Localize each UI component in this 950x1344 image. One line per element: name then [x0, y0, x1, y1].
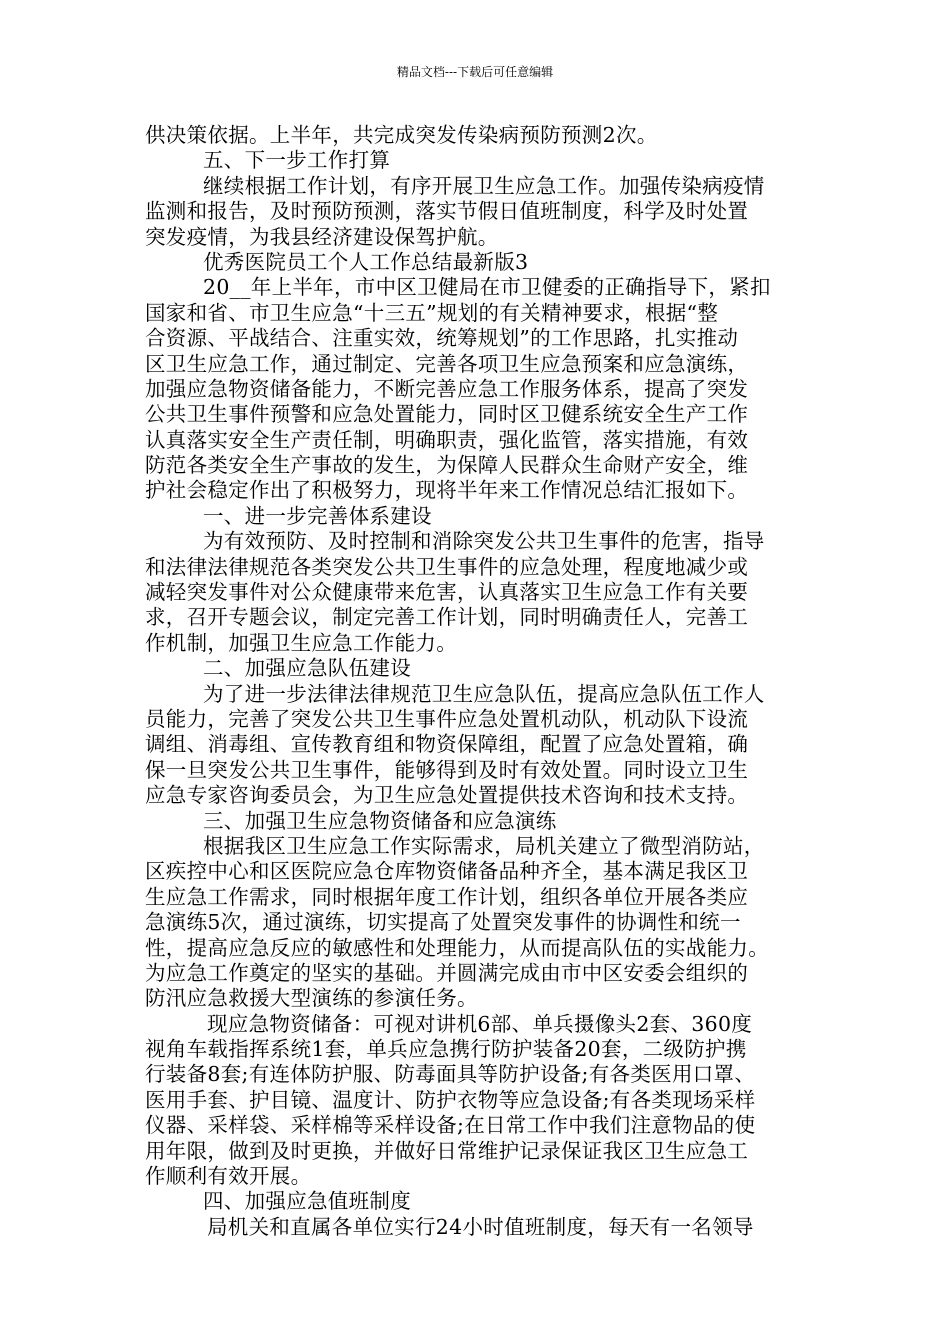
- text-line: 优秀医院员工个人工作总结最新版3: [203, 249, 529, 274]
- text-line: 减轻突发事件对公众健康带来危害，认真落实卫生应急工作有关要: [145, 580, 749, 605]
- text-line: 四、加强应急值班制度: [203, 1189, 411, 1214]
- text-line: 保一旦突发公共卫生事件，能够得到及时有效处置。同时设立卫生: [145, 757, 749, 782]
- text-line: 一、进一步完善体系建设: [203, 503, 432, 528]
- text-line: 二、加强应急队伍建设: [203, 656, 411, 681]
- text-line: 20__年上半年，市中区卫健局在市卫健委的正确指导下，紧扣: [203, 275, 771, 300]
- text-line: 区疾控中心和区医院应急仓库物资储备品种齐全，基本满足我区卫: [145, 859, 749, 884]
- text-line: 公共卫生事件预警和应急处置能力，同时区卫健系统安全生产工作: [145, 402, 749, 427]
- text-line: 作顺利有效开展。: [145, 1164, 312, 1189]
- page-header: 精品文档---下载后可任意编辑: [396, 65, 554, 79]
- text-line: 求，召开专题会议，制定完善工作计划，同时明确责任人，完善工: [145, 605, 749, 630]
- text-line: 用年限，做到及时更换，并做好日常维护记录保证我区卫生应急工: [145, 1138, 749, 1163]
- text-line: 仪器、采样袋、采样棉等采样设备;在日常工作中我们注意物品的使: [145, 1113, 756, 1138]
- text-line: 根据我区卫生应急工作实际需求，局机关建立了微型消防站，: [203, 833, 765, 858]
- text-line: 监测和报告，及时预防预测，落实节假日值班制度，科学及时处置: [145, 199, 749, 224]
- text-line: 为了进一步法律法律规范卫生应急队伍，提高应急队伍工作人: [203, 681, 765, 706]
- text-line: 现应急物资储备：可视对讲机6部、单兵摄像头2套、360度: [207, 1011, 753, 1036]
- text-line: 三、加强卫生应急物资储备和应急演练: [203, 808, 557, 833]
- text-line: 急演练5次，通过演练，切实提高了处置突发事件的协调性和统一: [145, 910, 741, 935]
- text-line: 五、下一步工作打算: [203, 148, 391, 173]
- text-line: 继续根据工作计划，有序开展卫生应急工作。加强传染病疫情: [203, 173, 765, 198]
- text-line: 突发疫情，为我县经济建设保驾护航。: [145, 224, 499, 249]
- document-body: [145, 123, 815, 1240]
- text-line: 防范各类安全生产事故的发生，为保障人民群众生命财产安全，维: [145, 453, 749, 478]
- text-line: 区卫生应急工作，通过制定、完善各项卫生应急预案和应急演练，: [145, 351, 749, 376]
- text-line: 防汛应急救援大型演练的参演任务。: [145, 986, 478, 1011]
- text-line: 调组、消毒组、宣传教育组和物资保障组，配置了应急处置箱，确: [145, 732, 749, 757]
- text-line: 视角车载指挥系统1套，单兵应急携行防护装备20套，二级防护携: [145, 1037, 747, 1062]
- text-line: 国家和省、市卫生应急“十三五”规划的有关精神要求，根据“整: [145, 300, 719, 325]
- text-line: 护社会稳定作出了积极努力，现将半年来工作情况总结汇报如下。: [145, 478, 749, 503]
- text-line: 作机制，加强卫生应急工作能力。: [145, 630, 457, 655]
- text-line: 为有效预防、及时控制和消除突发公共卫生事件的危害，指导: [203, 529, 765, 554]
- text-line: 生应急工作需求，同时根据年度工作计划，组织各单位开展各类应: [145, 884, 749, 909]
- text-line: 合资源、平战结合、注重实效，统筹规划”的工作思路，扎实推动: [145, 326, 739, 351]
- text-line: 和法律法律规范各类突发公共卫生事件的应急处理，程度地减少或: [145, 554, 749, 579]
- text-line: 认真落实安全生产责任制，明确职责，强化监管，落实措施，有效: [145, 427, 749, 452]
- text-line: 为应急工作奠定的坚实的基础。并圆满完成由市中区安委会组织的: [145, 960, 749, 985]
- text-line: 加强应急物资储备能力，不断完善应急工作服务体系，提高了突发: [145, 376, 749, 401]
- text-line: 供决策依据。上半年，共完成突发传染病预防预测2次。: [145, 123, 658, 147]
- text-line: 行装备8套;有连体防护服、防毒面具等防护设备;有各类医用口罩、: [145, 1062, 756, 1087]
- text-line: 性，提高应急反应的敏感性和处理能力，从而提高队伍的实战能力。: [145, 935, 769, 960]
- text-line: 局机关和直属各单位实行24小时值班制度，每天有一名领导: [207, 1214, 754, 1239]
- text-line: 应急专家咨询委员会，为卫生应急处置提供技术咨询和技术支持。: [145, 783, 749, 808]
- text-line: 员能力，完善了突发公共卫生事件应急处置机动队，机动队下设流: [145, 706, 749, 731]
- text-line: 医用手套、护目镜、温度计、防护衣物等应急设备;有各类现场采样: [145, 1087, 756, 1112]
